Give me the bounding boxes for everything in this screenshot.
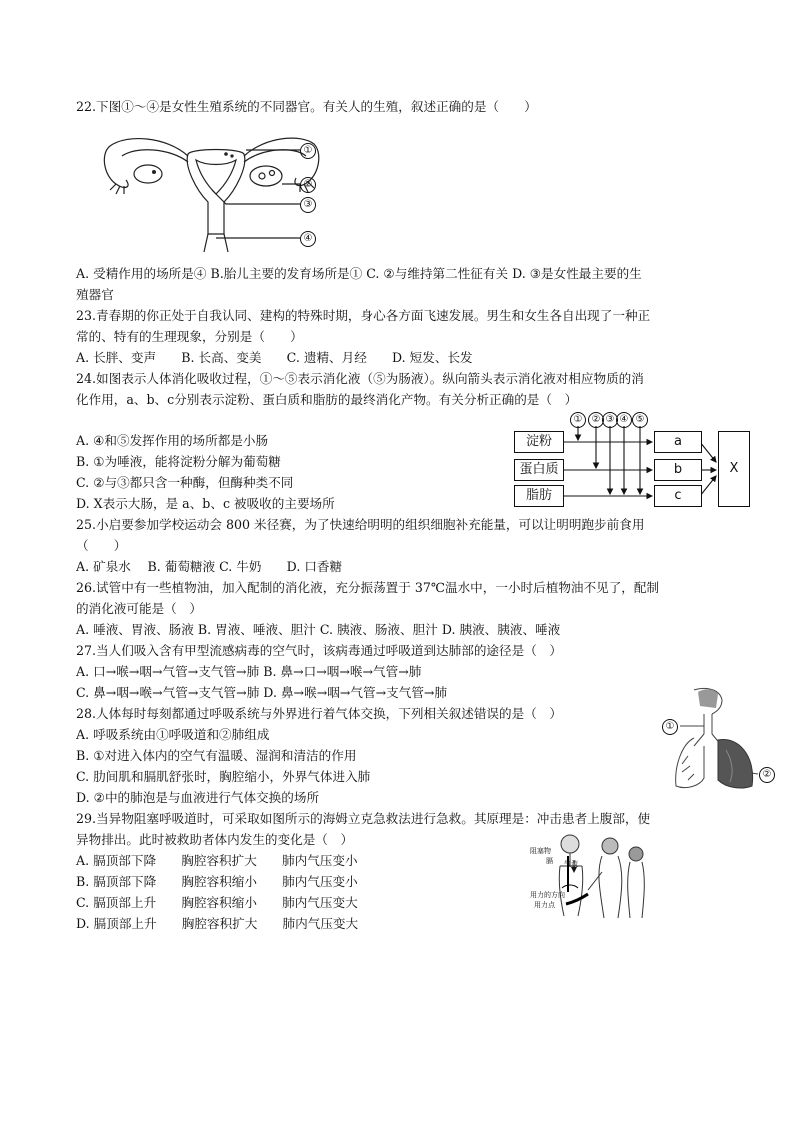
- q24-stem-line1: 24.如图表示人体消化吸收过程，①～⑤表示消化液（⑤为肠液）。纵向箭头表示消化液对相应物质的消: [76, 371, 644, 386]
- respiratory-system-figure: [660, 686, 778, 796]
- label-airflow: 气流: [564, 860, 578, 868]
- q25-options: A. 矿泉水 B. 葡萄糖液 C. 牛奶 D. 口香糖: [76, 559, 343, 574]
- heimlich-figure: [530, 832, 660, 922]
- q28-option-d: D. ②中的肺泡是与血液进行气体交换的场所: [76, 790, 320, 805]
- q22-label-4: ④: [300, 231, 316, 247]
- q22-label-3: ③: [300, 197, 316, 213]
- q23-options: A. 长胖、变声 B. 长高、变美 C. 遗精、月经 D. 短发、长发: [76, 350, 473, 365]
- digestion-diagram: [512, 410, 752, 510]
- nutrient-starch: 淀粉: [514, 431, 564, 453]
- label-diaphragm: 膈: [546, 857, 553, 865]
- product-c: c: [654, 485, 702, 507]
- q24-stem-line2: 化作用，a、b、c分别表示淀粉、蛋白质和脂肪的最终消化产物。有关分析正确的是（ ）: [76, 392, 578, 407]
- digest-num-4: ④: [616, 412, 632, 428]
- q29-option-d: D. 膈顶部上升 胸腔容积扩大 肺内气压变大: [76, 916, 359, 931]
- q24-option-b: B. ①为唾液，能将淀粉分解为葡萄糖: [76, 454, 281, 469]
- q23-stem-line1: 23.青春期的你正处于自我认同、建构的特殊时期，身心各方面飞速发展。男生和女生各自出现了一种正: [76, 308, 651, 323]
- q26-stem-line2: 的消化液可能是（ ）: [76, 601, 202, 616]
- q29-option-a: A. 膈顶部下降 胸腔容积扩大 肺内气压变小: [76, 853, 358, 868]
- q24-option-d: D. X表示大肠，是 a、b、c 被吸收的主要场所: [76, 496, 335, 511]
- q29-option-b: B. 膈顶部下降 胸腔容积缩小 肺内气压变小: [76, 874, 358, 889]
- digest-num-1: ①: [570, 412, 586, 428]
- q28-option-a: A. 呼吸系统由①呼吸道和②肺组成: [76, 727, 270, 742]
- nutrient-protein: 蛋白质: [514, 459, 564, 481]
- label-obstruction: 阻塞物: [530, 847, 551, 855]
- product-b: b: [654, 459, 702, 481]
- q22-options-line2: 殖器官: [76, 287, 114, 302]
- q28-option-c: C. 肋间肌和膈肌舒张时，胸腔缩小，外界气体进入肺: [76, 769, 371, 784]
- q25-stem-line1: 25.小启要参加学校运动会 800 米径赛，为了快速给明明的组织细胞补充能量，可以让明明跑步前食用: [76, 517, 645, 532]
- q24-option-c: C. ②与③都只含一种酶，但酶种类不同: [76, 475, 294, 490]
- q24-option-a: A. ④和⑤发挥作用的场所都是小肠: [76, 433, 269, 448]
- digest-num-3: ③: [602, 412, 618, 428]
- q28-label-1: ①: [662, 719, 678, 735]
- q28-option-b: B. ①对进入体内的空气有温暖、湿润和清洁的作用: [76, 748, 357, 763]
- digest-num-2: ②: [588, 412, 604, 428]
- q26-stem-line1: 26.试管中有一些植物油，加入配制的消化液，充分振荡置于 37℃温水中，一小时后植物油不见了，配制: [76, 580, 660, 595]
- q29-stem-line2: 异物排出。此时被救助者体内发生的变化是（ ）: [76, 832, 354, 847]
- q23-stem-line2: 常的、特有的生理现象，分别是（ ）: [76, 329, 303, 344]
- q22-label-1: ①: [300, 143, 316, 159]
- q28-label-2: ②: [759, 767, 775, 783]
- q27-options-ab: A. 口→喉→咽→气管→支气管→肺 B. 鼻→口→咽→喉→气管→肺: [76, 664, 422, 679]
- digest-num-5: ⑤: [632, 412, 648, 428]
- q28-stem: 28.人体每时每刻都通过呼吸系统与外界进行着气体交换，下列相关叙述错误的是（ ）: [76, 706, 562, 721]
- product-a: a: [654, 431, 702, 453]
- q26-options: A. 唾液、胃液、肠液 B. 胃液、唾液、胆汁 C. 胰液、肠液、胆汁 D. 胰液、胰液、唾液: [76, 622, 561, 637]
- q27-options-cd: C. 鼻→咽→喉→气管→支气管→肺 D. 鼻→喉→咽→气管→支气管→肺: [76, 685, 448, 700]
- label-force-point: 用力点: [534, 901, 555, 909]
- q22-options-line1: A. 受精作用的场所是④ B.胎儿主要的发育场所是① C. ②与维持第二性征有关 D. ③是女性最主要的生: [76, 266, 642, 281]
- q29-stem-line1: 29.当异物阻塞呼吸道时，可采取如图所示的海姆立克急救法进行急救。其原理是：冲击患者上腹部，使: [76, 811, 651, 826]
- female-reproductive-figure: [96, 126, 336, 254]
- q25-stem-line2: （ ）: [76, 538, 127, 553]
- label-force-direction: 用力的方向: [530, 891, 565, 899]
- absorption-site-x: X: [718, 431, 750, 507]
- q22-label-2: ②: [300, 177, 316, 193]
- q27-stem: 27.当人们吸入含有甲型流感病毒的空气时，该病毒通过呼吸道到达肺部的途径是（ ）: [76, 643, 562, 658]
- q22-stem: 22.下图①～④是女性生殖系统的不同器官。有关人的生殖，叙述正确的是（ ）: [76, 99, 537, 114]
- nutrient-fat: 脂肪: [514, 485, 564, 507]
- q29-option-c: C. 膈顶部上升 胸腔容积缩小 肺内气压变大: [76, 895, 358, 910]
